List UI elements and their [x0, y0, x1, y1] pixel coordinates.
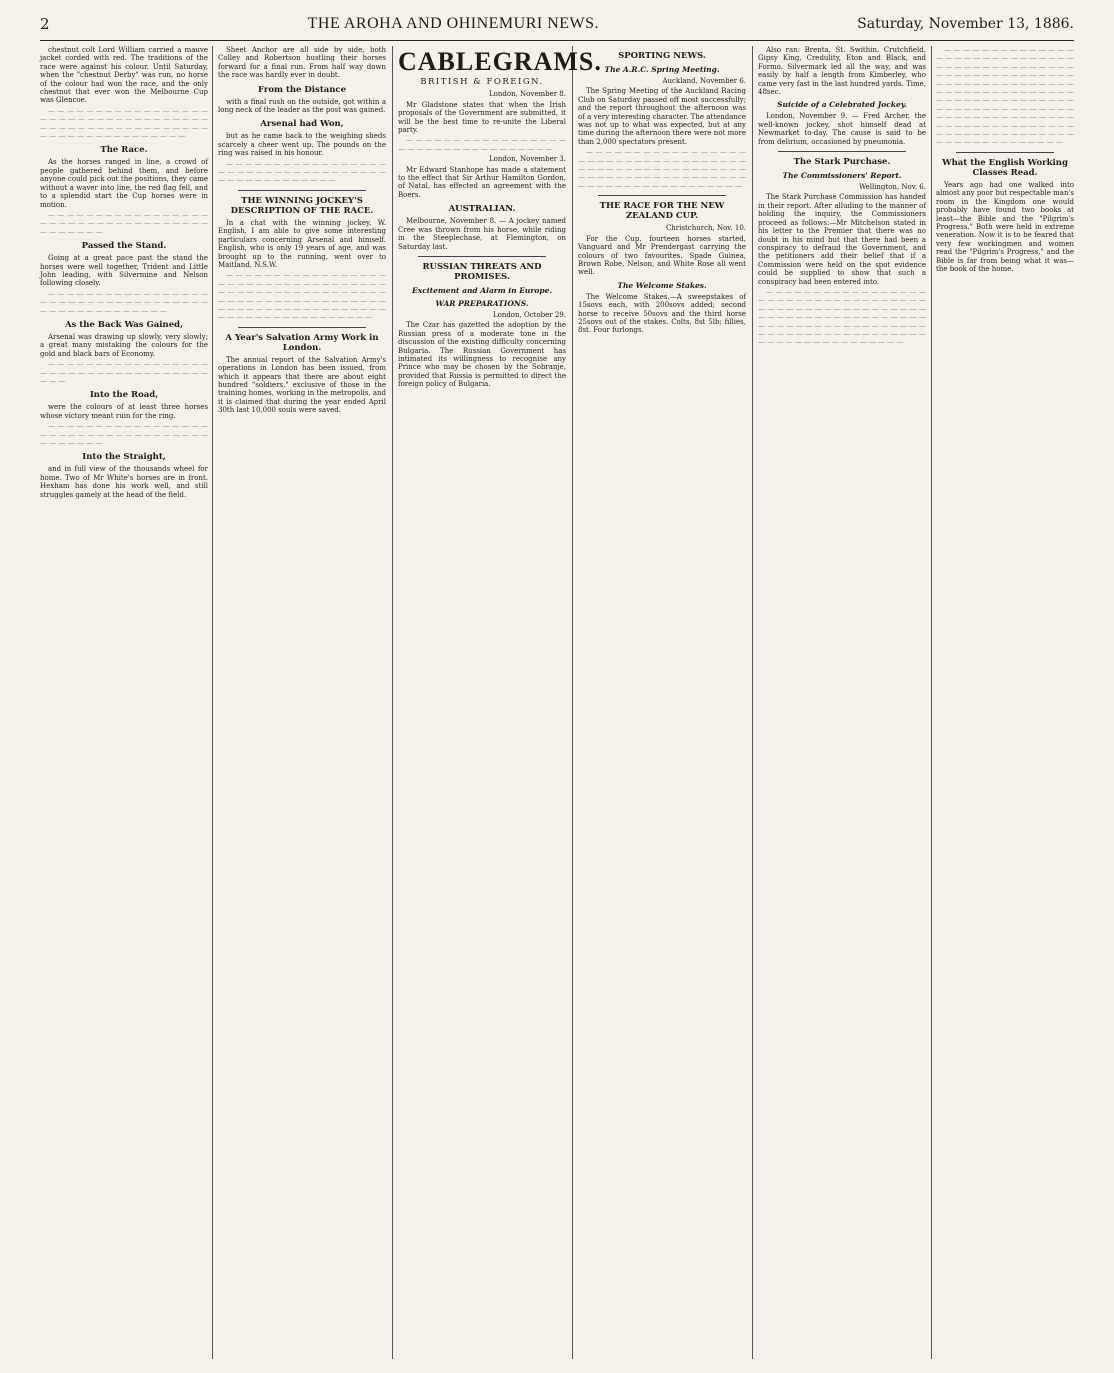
article-paragraph: Arsenal was drawing up slowly, very slowly; a great many mistaking the colours for the gold and black bars of Economy. [40, 332, 208, 358]
section-heading: AUSTRALIAN. [448, 204, 516, 215]
header-rule [40, 40, 1074, 41]
section-heading: Arsenal had Won, [260, 119, 344, 130]
article-separator [956, 152, 1054, 153]
dateline: Wellington, Nov. 6. [858, 183, 926, 192]
article-paragraph: Going at a great pace past the stand the horses were well together, Trident and Little John leading, with Silvermine and Nelson following closely. [40, 254, 208, 288]
article-paragraph: Mr Edward Stanhope has made a statement to the effect that Sir Arthur Hamilton Gordon, of Natal, has effected an agreement with the Boers. [398, 165, 566, 199]
section-subheading: Excitement and Alarm in Europe. [412, 285, 552, 295]
section-heading: From the Distance [257, 84, 347, 95]
filler-text: — — — — — — — — — — — — — — — — — — — — — — — — — — — — — — — — — — — — — — — — — — — — — — — — — — — — — — — — — — — — — — — — — — — — — — — — — — — — — — — — — — — — — — — — — — — — — — — — — — — — — — — — — — [218, 271, 386, 322]
cablegrams-title: CABLEGRAMS. [398, 47, 602, 76]
column-2 [218, 46, 386, 1359]
section-subheading: Suicide of a Celebrated Jockey. [777, 100, 907, 110]
dateline: London, November 8. [489, 90, 566, 99]
column-divider [931, 46, 932, 1359]
article-paragraph: The Stark Purchase Commission has handed in their report. After alluding to the manner of holding the inquiry, the Commissioners proceed as follows:—Mr Mitchelson stated in his letter to the Premier that there was no doubt in his mind but that there had been a conspiracy to defraud the Government, and the petitioners add their belief that if a Commission were held on the spot evidence could be supplied to show that such a conspiracy had been entered into. [758, 193, 926, 286]
article-separator [238, 190, 366, 191]
filler-text: — — — — — — — — — — — — — — — — — — — — — — — — — — — — — — — — — — — — — — — — — — [40, 422, 208, 448]
article-separator [418, 256, 546, 257]
filler-text: — — — — — — — — — — — — — — — — — — — — — — — — — — — — — — — — — — — — — — — — — — — — — — — — — [40, 289, 208, 315]
column-divider [572, 46, 573, 1359]
filler-text: — — — — — — — — — — — — — — — — — — — — — — — — — — — — — — — — — — — — — — — — — — [40, 210, 208, 236]
filler-text: — — — — — — — — — — — — — — — — — — — — — — — — — — — — — — — — — — — — — — — — — — — — — — — — — — — — — — — — — — — — — — — — — — — — — — — — — — — — — — — — — — — — — — — — — — — — — — — — — — — — — — — — — — — — — — — — — — — — — — — — — — — — — — — — — — — — — — — — — — — — — — — — — — — — — — — — — — — — — — — — — — — — — — — — — — — — — — — — — — [936, 46, 1074, 147]
section-subheading: The A.R.C. Spring Meeting. [604, 65, 720, 74]
article-paragraph: The annual report of the Salvation Army's operations in London has been issued, from which it appears that there are about eight hundred "soldiers," exclusive of those in the training homes, working in the metropolis, and it is claimed that during the year ended April 30th last 10,000 souls were saved. [218, 355, 386, 415]
article-paragraph: but as he came back to the weighing sheds scarcely a cheer went up. The pounds on the ring was raised in his honour. [218, 132, 386, 158]
section-heading: Into the Road, [89, 390, 159, 401]
filler-text: — — — — — — — — — — — — — — — — — — — — — — — — — — — — — — — — — — — — — — — — — — — — — — — — — — — — — — — — — — — — — — — — — — — — — — — — — — — — — — — — — — — — — — — — — [578, 148, 746, 190]
section-heading: A Year's Salvation Army Work in London. [225, 332, 379, 353]
issue-date: Saturday, November 13, 1886. [857, 16, 1074, 32]
article-paragraph: were the colours of at least three horses whose victory meant ruin for the ring. [40, 403, 208, 420]
section-heading: SPORTING NEWS. [618, 51, 706, 61]
section-subheading: WAR PREPARATIONS. [435, 298, 529, 308]
article-paragraph: The Spring Meeting of the Auckland Racing Club on Saturday passed off most successfully; and the report throughout the afternoon was of a very interesting character. The attendance was not up to what was expected, but at any time during the afternoon there were not more than 2,000 spectators present. [578, 87, 746, 146]
article-separator [778, 151, 906, 152]
section-heading: THE WINNING JOCKEY'S DESCRIPTION OF THE RACE. [230, 195, 374, 216]
newspaper-title: THE AROHA AND OHINEMURI NEWS. [307, 15, 600, 32]
column-divider [752, 46, 753, 1359]
section-subheading: The Welcome Stakes. [617, 280, 707, 290]
dateline: Auckland, November 6. [662, 77, 746, 85]
column-divider [212, 46, 213, 1359]
article-separator [238, 327, 366, 328]
article-paragraph: For the Cup, fourteen horses started, Vanguard and Mr Prendergast carrying the colours of two favourites. Spade Guinea, Brown Robe, Nelson, and White Rose all went well. [578, 234, 746, 277]
dateline: London, November 3. [489, 155, 566, 164]
section-heading: The Stark Purchase. [793, 157, 891, 168]
article-paragraph: In a chat with the winning jockey, W. English, I am able to give some interesting particulars concerning Arsenal and himself. English, who is only 19 years of age, and was brought up to the running, went over to Maitland, N.S.W. [218, 218, 386, 269]
filler-text: — — — — — — — — — — — — — — — — — — — — — — — — — — — — — — — — — — — — — — — — — — — — — — — — — — — — — — — — — — — — — — — — — — — — — — — — — — — — — — — — — — — — — — — — — — — — — — — — — — — — — — — — — — — — — — — — — — — — — — — — — — — [758, 287, 926, 347]
dateline: London, October 29. [492, 310, 566, 319]
section-heading: THE RACE FOR THE NEW ZEALAND CUP. [599, 201, 725, 222]
column-3 [398, 46, 602, 1359]
article-paragraph: As the horses ranged in line, a crowd of people gathered behind them, and before anyone could pick out the positions, they came without a waver into line, the red flag fell, and to a splendid start the Cup horses were in motion. [40, 158, 208, 209]
column-divider [392, 46, 393, 1359]
column-5 [758, 46, 926, 1359]
article-paragraph: Sheet Anchor are all side by side, both Colley and Robertson hustling their horses forward for a final run. From half way down the race was hardly ever in doubt. [218, 46, 386, 80]
section-heading: What the English Working Classes Read. [942, 157, 1068, 178]
section-heading: Passed the Stand. [81, 241, 167, 252]
article-paragraph: with a final rush on the outside, got within a long neck of the leader as the post was gained. [218, 97, 386, 115]
section-heading: As the Back Was Gained, [64, 319, 184, 330]
column-4 [578, 46, 746, 1359]
filler-text: — — — — — — — — — — — — — — — — — — — — — — — — — — — — — — — — — — — — — — — — — — — — — — — — [218, 159, 386, 185]
article-paragraph: and in full view of the thousands wheel for home. Two of Mr White's horses are in front. Hexham has done his work well, and still struggles gamely at the head of the field. [40, 465, 208, 499]
section-heading: Into the Straight, [82, 452, 166, 463]
column-1 [40, 46, 208, 1359]
article-paragraph: Mr Gladstone states that when the Irish proposals of the Government are submitted, it will be the best time to re-unite the Liberal party. [398, 100, 566, 135]
article-paragraph: The Czar has gazetted the adoption by the Russian press of a moderate tone in the discussion of the existing difficulty concerning Bulgaria. The Russian Government has intimated its willingness to recognise any Prince who may be chosen by the Sobranje, provided that Russia is permitted to direct the foreign policy of Bulgaria. [398, 321, 566, 389]
filler-text: — — — — — — — — — — — — — — — — — — — — — — — — — — — — — — — — — — — — — — [40, 360, 208, 385]
article-paragraph: Also ran: Brenta, St. Swithin, Crutchfield, Gipsy King, Credulity, Eton and Black, and Formo. Silvermark led all the way, and was easily by half a length from Kimberley, who came very fast in the last hundred yards. Time, 48sec. [758, 46, 926, 97]
article-paragraph: The Welcome Stakes.—A sweepstakes of 15sovs each, with 200sovs added; second horse to receive 50sovs and the third horse 25sovs out of the stakes. Colts, 8st 5lb; fillies, 8st. Four furlongs. [578, 292, 746, 335]
page-number: 2 [40, 15, 50, 33]
filler-text: — — — — — — — — — — — — — — — — — — — — — — — — — — — — — — — — — — [398, 136, 566, 153]
article-paragraph: chestnut colt Lord William carried a mauve jacket corded with red. The traditions of the race were against his colour. Until Saturday, when the "chestnut Derby" was run, no horse of the colour had won the race, and the only chestnut that ever won the Melbourne Cup was Glencoe. [40, 46, 208, 105]
section-subheading: The Commissioners' Report. [782, 171, 902, 181]
filler-text: — — — — — — — — — — — — — — — — — — — — — — — — — — — — — — — — — — — — — — — — — — — — — — — — — — — — — — — — — — — — — — — — — — — — — [40, 106, 208, 141]
dateline: Christchurch, Nov. 10. [665, 224, 746, 233]
section-heading: The Race. [100, 145, 148, 156]
article-paragraph: London, November 9. — Fred Archer, the well-known jockey, shot himself dead at Newmarket to-day. The cause is said to be from delirium, occasioned by pneumonia. [758, 112, 926, 146]
section-heading: RUSSIAN THREATS AND PROMISES. [422, 261, 542, 282]
article-separator [598, 195, 726, 196]
masthead [40, 10, 1074, 38]
article-paragraph: Melbourne, November 8. — A jockey named Cree was thrown from his horse, while riding in the Steeplechase, at Flemington, on Saturday last. [398, 217, 566, 251]
column-6 [936, 46, 1074, 1359]
article-paragraph: Years ago had one walked into almost any poor but respectable man's room in the Kingdom one would probably have found two books at least—the Bible and the "Pilgrim's Progress." Both were held in extreme veneration. Now it is to be feared that very few workingmen and women read the "Pilgrim's Progress," and the Bible is far from being what it was—the book of the home. [936, 180, 1074, 273]
section-subtitle: BRITISH & FOREIGN. [420, 77, 544, 87]
